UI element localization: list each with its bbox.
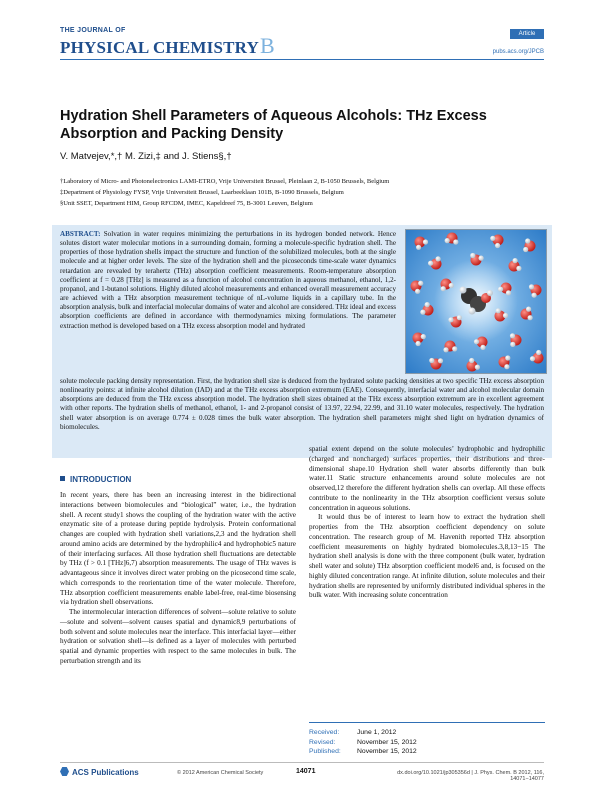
- affiliation-2: ‡Department of Physiology FYSP, Vrije Universiteit Brussel, Laarbeeklaan 101B, B-1090 Brussels, Belgium: [60, 189, 344, 196]
- hydration-shell-illustration: [406, 230, 546, 373]
- acs-hexagon-icon: [60, 767, 69, 776]
- abstract-label: ABSTRACT:: [60, 230, 101, 238]
- section-bullet-icon: [60, 476, 65, 481]
- doi-citation[interactable]: dx.doi.org/10.1021/jp305356d | J. Phys. Chem. B 2012, 116, 14071−14077: [397, 770, 544, 782]
- journal-section-letter: B: [260, 33, 275, 58]
- article-type-badge: Article: [510, 29, 544, 39]
- date-revised: Revised: November 15, 2012: [309, 738, 417, 746]
- journal-name-top: THE JOURNAL OF: [60, 27, 126, 34]
- publication-dates: [309, 722, 545, 757]
- section-heading-introduction: INTRODUCTION: [60, 475, 131, 484]
- copyright: © 2012 American Chemical Society: [177, 770, 264, 776]
- paper-title: Hydration Shell Parameters of Aqueous Alcohols: THz Excess Absorption and Packing Density: [60, 108, 487, 142]
- abstract-tail: solute molecule packing density representation. First, the hydration shell size is deduced from the hydrated solute packing densities at two specific THz excess absorption nonlinearity points: at infinite alcohol dilution (IAD) and at the THz excess absorption extremum (EAE). Consequently, interfacial water and alcohol molecular domain absorptions are deduced from the THz excess absorption model. The hydration shell sizes obtained at the THz excess absorption extremum are in excellent agreement with other reports. The hydration shells of methanol, ethanol, 1- and 2-propanol consist of 13.97, 22.94, 22.99, and 31.10 water molecules, respectively. The hydration shell water absorption is on average 0.774 ± 0.028 times the bulk water absorption. The hydration shell parameters might shed light on hydration dynamics of biomolecules.: [60, 377, 544, 431]
- header-rule: [60, 59, 544, 60]
- abstract-lead: [60, 230, 396, 331]
- footer-rule: [60, 762, 544, 763]
- journal-url[interactable]: pubs.acs.org/JPCB: [492, 49, 544, 55]
- paragraph: The intermolecular interaction differences of solvent—solute relative to solute—solute and solvent—solvent causes spatial and dynamic8,9 perturbations of both solvent and solute molecules near the interface. This interfacial layer—either hydration or solvation shell—is defined as a layer of molecules with perturbed spatial and dynamic properties with respect to the same molecules in bulk. The perturbation strength and its: [60, 608, 296, 665]
- left-column: [60, 491, 296, 667]
- page-number: 14071: [296, 768, 316, 775]
- journal-name-main: PHYSICAL CHEMISTRY: [60, 38, 260, 57]
- affiliation-1: †Laboratory of Micro- and Photonelectronics LAMI-ETRO, Vrije Universiteit Brussel, Pleinlaan 2, B-1050 Brussels, Belgium: [60, 178, 390, 185]
- date-received: Received: June 1, 2012: [309, 729, 397, 736]
- author-list: V. Matvejev,*,† M. Zizi,‡ and J. Stiens§,†: [60, 151, 232, 162]
- paragraph: In recent years, there has been an increasing interest in the bidirectional interactions between biomolecules and “biological” water, i.e., the hydration shell. A recent study1 shows the coupling of the hydration water with the active enzymatic site of a protease during peptide hydrolysis. Protein conformational changes are coupled with hydration shell variations,2,3 and the hydration shell around amino acids are determined by the hydrophilic4 and hydrophobic5 nature of their interfacing surfaces. All those hydration shell fluctuations are detectable by THz (f > 0.1 [THz]6,7) absorption measurements. The usage of THz waves is advantageous since it involves direct water probing on the picosecond time scale, which corresponds to the reorientation time of the water molecule. Therefore, THz absorption coefficient measurements enable label-free, real-time biosensing via hydration shell observations.: [60, 491, 296, 607]
- publisher-logo: ACS Publications: [60, 767, 139, 777]
- paragraph: spatial extent depend on the solute molecules’ hydrophobic and hydrophilic (charged and noncharged) surfaces properties, their distributions and three-dimensional shape.10 Hydration shell water absorbs differently than bulk water.11 Static structure enhancements around solute molecules are not observed,12 therefore the different hydration shells can overlap. All these effects contribute to the nonlinearity in the THz absorption coefficient versus solute concentration in aqueous solutions.: [309, 445, 545, 512]
- right-column: [309, 445, 545, 601]
- date-published: Published: November 15, 2012: [309, 748, 417, 755]
- paragraph: It would thus be of interest to learn how to extract the hydration shell properties from the THz absorption coefficient dependency on solute concentration. The research group of M. Havenith reported THz absorption coefficient measurements on highly hydrated biomolecules.3,8,13−15 The hydration shell analysis is done with the three component (bulk water, hydration shell water and solute) THz absorption coefficient model6 and, is focused on the highly diluted concentration range. At infinite dilution, solute molecules and their hydration shells are represented by uniformly distributed individual spheres in the bulk water. With increasing solute concentration: [309, 513, 545, 600]
- journal-logo: [60, 33, 275, 59]
- abstract-lead-text: Solvation in water requires minimizing the perturbations in its hydrogen bonded network. Hence solutes distort water molecular motions in a surrounding domain, forming a molecule-specific hydration shell. The properties of those hydration shells impact the structure and function of the solubilized molecules, both at the single molecule and at higher order levels. The size of the hydration shell and the picoseconds time-scale water dynamics retardation are revealed by terahertz (THz) absorption coefficient measurements. Room-temperature absorption coefficient at f = 0.28 [THz] is measured as a function of alcohol concentration in aqueous methanol, ethanol, 1,2-propanol, and 1-butanol solutions. Highly diluted alcohol measurements and enhanced overall measurement accuracy are achieved with a THz absorption measurement technique of nL-volume liquids in a capillary tube. In the absorption analysis, bulk and interfacial molecular domains of water and alcohol are considered. THz ideal and excess absorption coefficients are defined in accordance with thermodynamics mixing formulations. The parameter extraction method is developed based on a THz excess absorption model and hydrated: [60, 230, 396, 330]
- toc-graphic: [405, 229, 547, 374]
- affiliation-3: §Unit SSET, Department HIM, Group RFCDM, IMEC, Kapeldreef 75, B-3001 Leuven, Belgium: [60, 200, 313, 207]
